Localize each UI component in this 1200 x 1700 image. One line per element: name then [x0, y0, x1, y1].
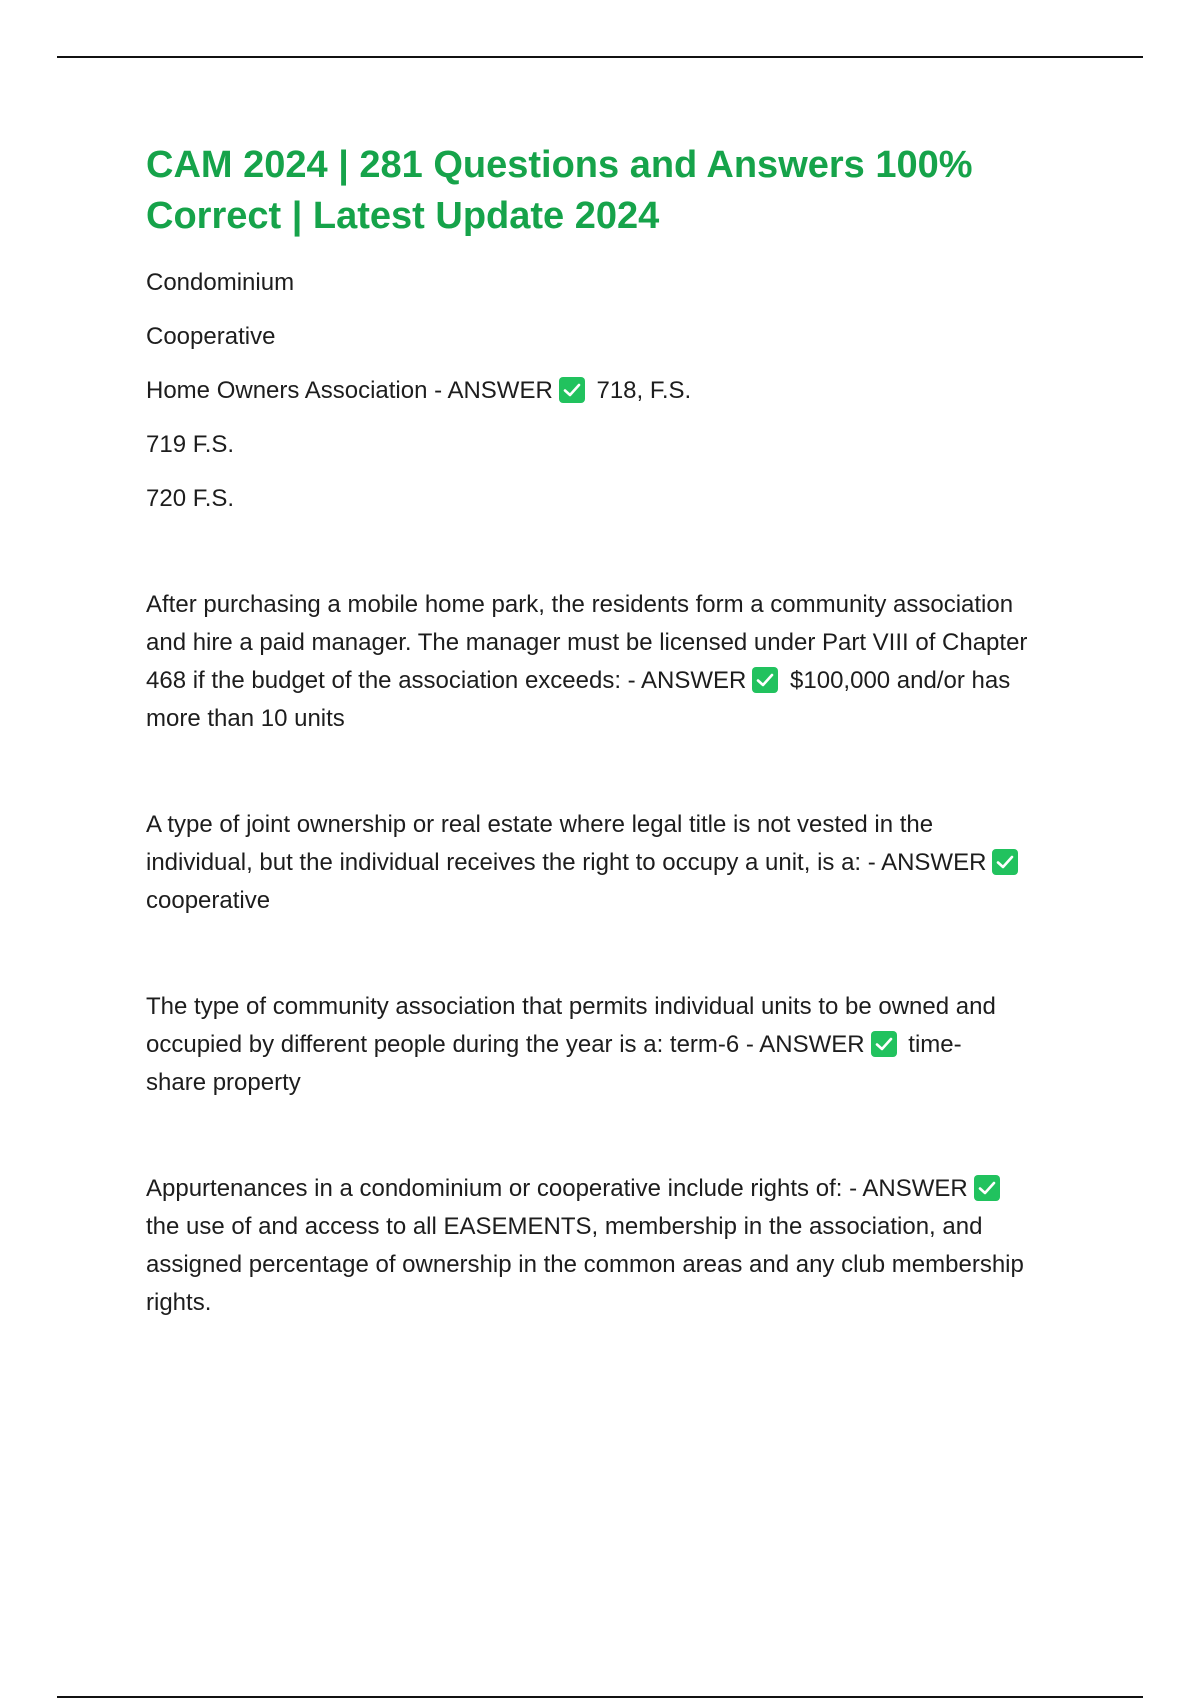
answer-text-2: more than 10 units	[146, 705, 345, 732]
check-box-icon	[752, 667, 778, 693]
qa-item-5	[146, 1170, 1096, 1322]
question-line-2: occupied by different people during the year is a: term-6	[146, 1031, 740, 1058]
qa-item-1-line-2: 719 F.S.	[146, 431, 235, 458]
question-line-2: and hire a paid manager. The manager must be licensed under Part VIII of Chapter	[146, 629, 1028, 656]
title-line-2: Correct | Latest Update 2024	[146, 195, 660, 237]
document-body	[146, 140, 1096, 1322]
check-box-icon	[992, 849, 1018, 875]
question-line-2: individual, but the individual receives the right to occupy a unit, is a:	[146, 849, 862, 876]
question-line-1: After purchasing a mobile home park, the residents form a community association	[146, 591, 1014, 618]
check-box-icon	[974, 1175, 1000, 1201]
answer-line-2: assigned percentage of ownership in the common areas and any club membership	[146, 1251, 1024, 1278]
qa-item-3	[146, 806, 1096, 920]
answer-line-3: rights.	[146, 1289, 212, 1316]
question-line-1: The type of community association that permits individual units to be owned and	[146, 993, 996, 1020]
answer-marker: - ANSWER	[627, 667, 747, 694]
question-text: Appurtenances in a condominium or cooperative include rights of:	[146, 1175, 843, 1202]
qa-item-1	[146, 372, 1096, 410]
intro-line-condominium: Condominium	[146, 269, 295, 296]
answer-text: 718, F.S.	[596, 377, 692, 404]
check-box-icon	[871, 1031, 897, 1057]
check-box-icon	[559, 377, 585, 403]
question-line-3: 468 if the budget of the association exceeds:	[146, 667, 621, 694]
document-title	[146, 140, 1096, 242]
answer-text-1: time-	[908, 1031, 962, 1058]
answer-line-1: the use of and access to all EASEMENTS, membership in the association, and	[146, 1213, 983, 1240]
answer-text-1: $100,000 and/or has	[790, 667, 1011, 694]
qa-item-4	[146, 988, 1096, 1102]
answer-marker: - ANSWER	[867, 849, 987, 876]
answer-text-2: share property	[146, 1069, 301, 1096]
title-line-1: CAM 2024 | 281 Questions and Answers 100%	[146, 144, 973, 186]
answer-text: cooperative	[146, 887, 271, 914]
bottom-rule	[57, 1696, 1143, 1698]
intro-line-cooperative: Cooperative	[146, 323, 276, 350]
answer-marker: - ANSWER	[434, 377, 553, 404]
qa-item-1-line-3: 720 F.S.	[146, 485, 235, 512]
answer-marker: - ANSWER	[849, 1175, 968, 1202]
top-rule	[57, 56, 1143, 58]
question-line-1: A type of joint ownership or real estate where legal title is not vested in the	[146, 811, 934, 838]
answer-marker: - ANSWER	[745, 1031, 865, 1058]
qa-item-2	[146, 586, 1096, 738]
question-text: Home Owners Association	[146, 377, 428, 404]
